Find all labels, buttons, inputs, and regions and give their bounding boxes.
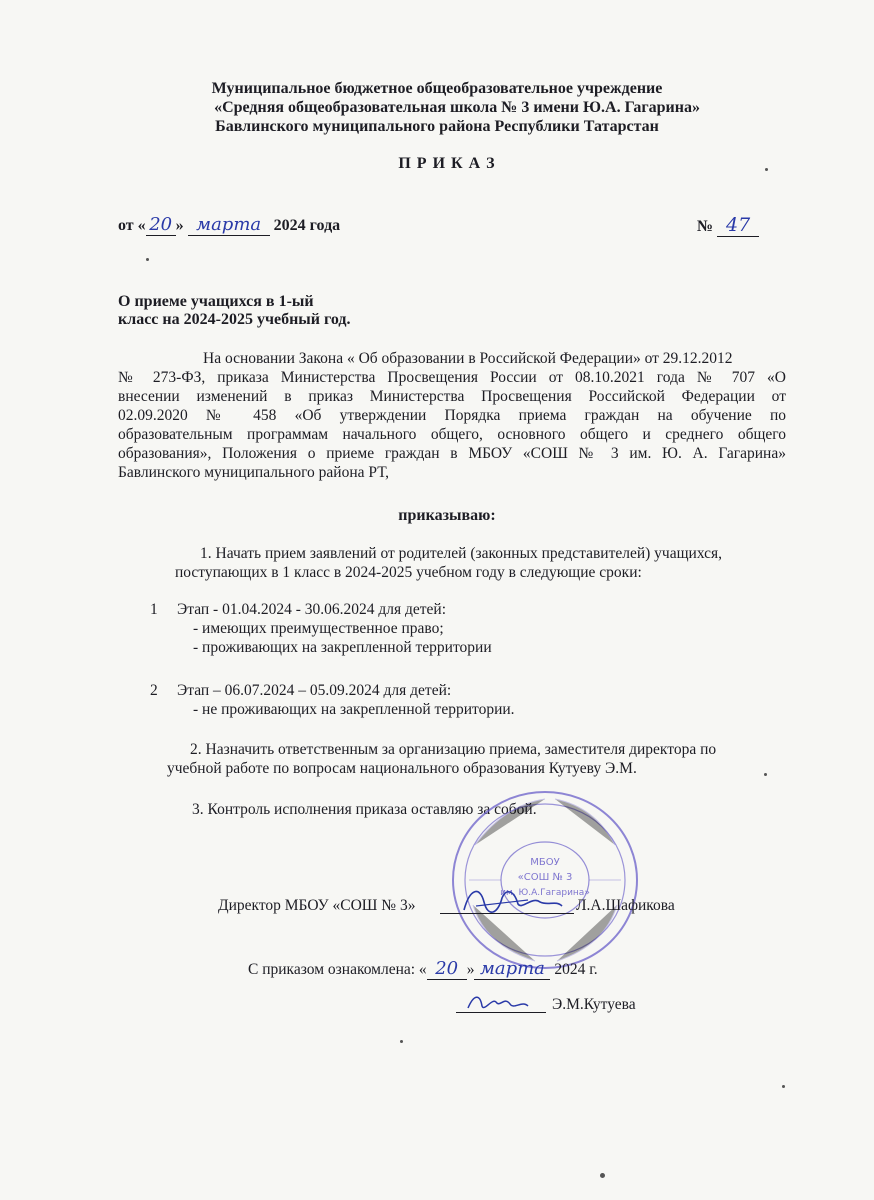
stage1-bullet: - проживающих на закрепленной территории: [193, 639, 492, 656]
date-suffix: 2024 года: [273, 217, 341, 234]
acknowledgement-line: [248, 958, 598, 980]
scan-speck: [764, 773, 767, 776]
subject-line2: класс на 2024-2025 учебный год.: [118, 311, 351, 328]
document-title: П Р И К А З: [398, 155, 496, 172]
seal-text: им. Ю.А.Гагарина»: [500, 888, 590, 898]
item2-line1: 2. Назначить ответственным за организацию приема, заместителя директора по: [190, 741, 717, 758]
signature-name: Л.А.Шафикова: [576, 897, 675, 914]
org-name-line3: Бавлинского муниципального района Республики Татарстан: [215, 118, 659, 135]
scan-speck: [400, 1040, 403, 1043]
scan-speck: [765, 168, 768, 171]
org-name-line1: Муниципальное бюджетное общеобразовательное учреждение: [211, 80, 663, 97]
director-signature-icon: [458, 880, 568, 920]
date-mid: »: [175, 217, 184, 234]
scan-speck: [146, 258, 149, 261]
date-month: марта: [188, 214, 270, 236]
stage1-number: 1: [150, 601, 158, 618]
preamble-line: № 273-ФЗ, приказа Министерства Просвещения России от 08.10.2021 года № 707 «О: [118, 369, 786, 386]
order-number: [697, 214, 759, 237]
ack-mid: »: [466, 961, 475, 978]
item3: 3. Контроль исполнения приказа оставляю за собой.: [192, 801, 537, 818]
stage1-text: Этап - 01.04.2024 - 30.06.2024 для детей:: [177, 601, 447, 618]
preamble-line: На основании Закона « Об образовании в Российской Федерации» от 29.12.2012: [203, 350, 733, 367]
stage1-bullet: - имеющих преимущественное право;: [193, 620, 444, 637]
stage2-bullet: - не проживающих на закрепленной территории.: [193, 701, 515, 718]
ack-day: 20: [427, 958, 467, 980]
ack-name: Э.М.Кутуева: [552, 996, 636, 1013]
date-line: [118, 214, 340, 236]
preamble-line: внесении изменений в приказ Министерства Просвещения Российской Федерации от: [118, 388, 786, 405]
preamble-line: 02.09.2020 № 458 «Об утверждении Порядка приема граждан на обучение по: [118, 407, 786, 424]
order-word: приказываю:: [398, 507, 496, 524]
org-name-line2: «Средняя общеобразовательная школа № 3 имени Ю.А. Гагарина»: [214, 99, 700, 116]
signature-position: Директор МБОУ «СОШ № 3»: [218, 897, 416, 914]
stage2-text: Этап – 06.07.2024 – 05.09.2024 для детей:: [177, 682, 452, 699]
stage2-number: 2: [150, 682, 158, 699]
ack-signature-icon: [464, 988, 544, 1016]
seal-text: МБОУ: [530, 857, 560, 868]
preamble-line: образовательным программам начального общего, основного общего и среднего общего: [118, 426, 786, 443]
number-label: №: [697, 218, 714, 235]
item1-line1: 1. Начать прием заявлений от родителей (законных представителей) учащихся,: [200, 545, 723, 562]
subject-line1: О приеме учащихся в 1-ый: [118, 293, 314, 310]
seal-text: «СОШ № 3: [517, 872, 573, 883]
ack-year: 2024 г.: [554, 961, 598, 978]
scan-speck: [600, 1173, 605, 1178]
date-day: 20: [146, 214, 176, 236]
item1-line2: поступающих в 1 класс в 2024-2025 учебном году в следующие сроки:: [175, 564, 642, 581]
date-prefix: от «: [118, 217, 146, 234]
preamble-line: Бавлинского муниципального района РТ,: [118, 464, 390, 481]
scan-speck: [782, 1085, 785, 1088]
preamble-line: образования», Положения о приеме граждан в МБОУ «СОШ № 3 им. Ю. А. Гагарина»: [118, 445, 786, 462]
ack-month: марта: [474, 958, 550, 980]
number-value: 47: [717, 214, 759, 237]
item2-line2: учебной работе по вопросам национального образования Кутуеву Э.М.: [167, 760, 637, 777]
ack-label: С приказом ознакомлена: «: [248, 961, 427, 978]
